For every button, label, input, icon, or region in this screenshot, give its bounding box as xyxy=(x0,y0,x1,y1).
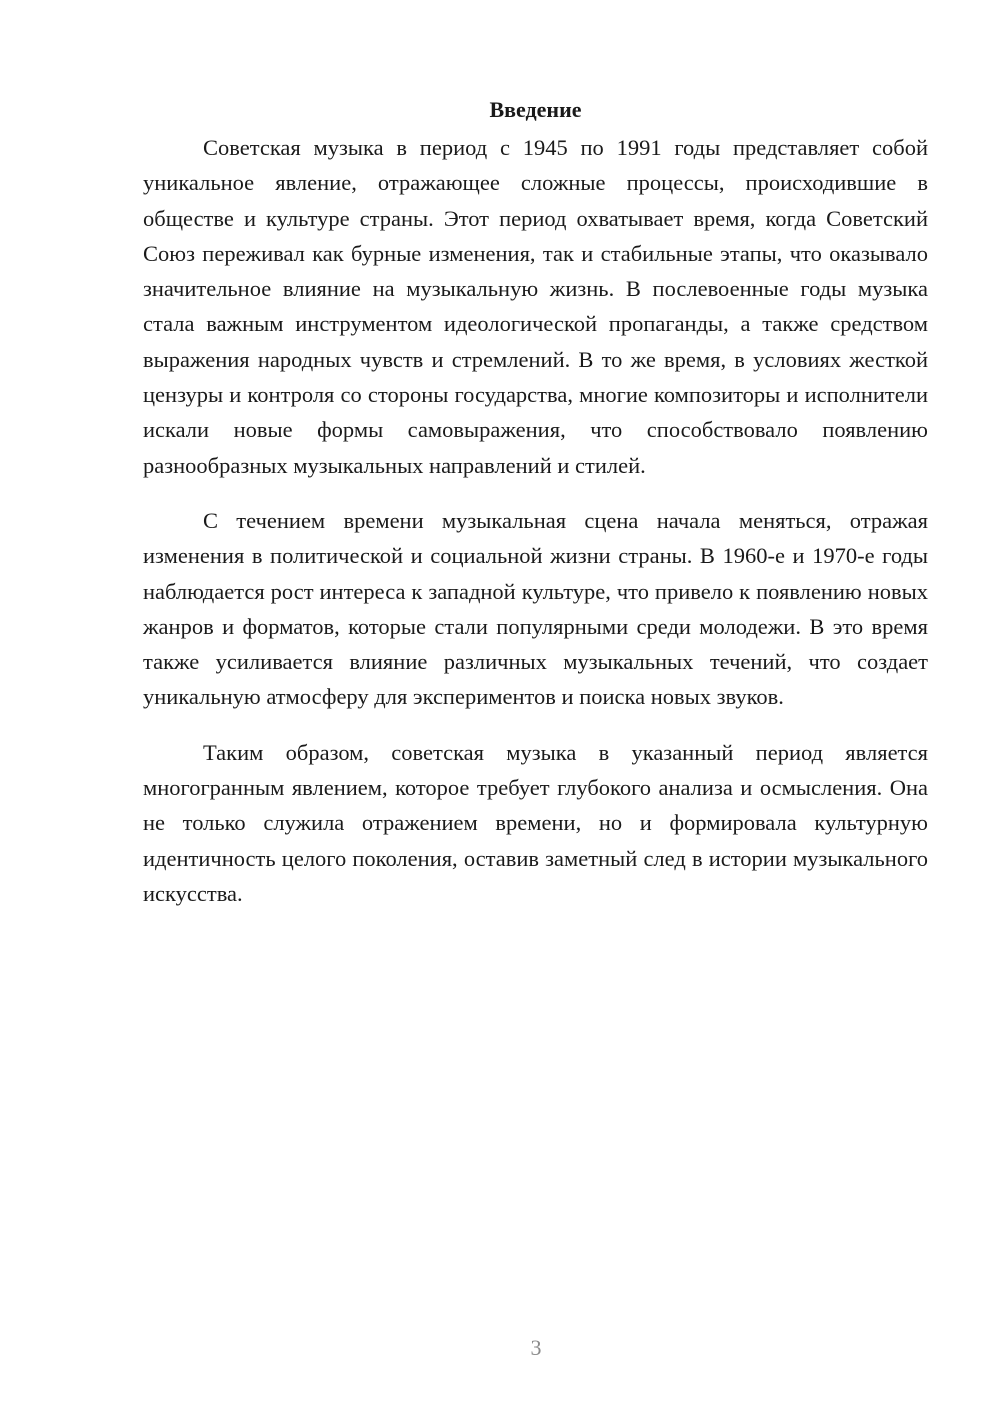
page-number: 3 xyxy=(530,1335,542,1360)
paragraph-1: Советская музыка в период с 1945 по 1991 годы представляет собой уникальное явление, отражающее сложные процессы, происходившие в обществе и культуре страны. Этот период охватывает время, когда Советский Союз переживал как бурные изменения, так и стабильные этапы, что оказывало значительное влияние на музыкальную жизнь. В послевоенные годы музыка стала важным инструментом идеологической пропаганды, а также средством выражения народных чувств и стремлений. В то же время, в условиях жесткой цензуры и контроля со стороны государства, многие композиторы и исполнители искали новые формы самовыражения, что способствовало появлению разнообразных музыкальных направлений и стилей. xyxy=(143,135,928,478)
section-title: Введение xyxy=(489,97,582,122)
paragraph-2: С течением времени музыкальная сцена начала меняться, отражая изменения в политической и социальной жизни страны. В 1960-е и 1970-е годы наблюдается рост интереса к западной культуре, что привело к появлению новых жанров и форматов, которые стали популярными среди молодежи. В это время также усиливается влияние различных музыкальных течений, что создает уникальную атмосферу для экспериментов и поиска новых звуков. xyxy=(143,507,928,710)
page-content xyxy=(143,92,928,931)
paragraph-3: Таким образом, советская музыка в указанный период является многогранным явлением, которое требует глубокого анализа и осмысления. Она не только служила отражением времени, но и формировала культурную идентичность целого поколения, оставив заметный след в истории музыкального искусства. xyxy=(143,739,928,906)
